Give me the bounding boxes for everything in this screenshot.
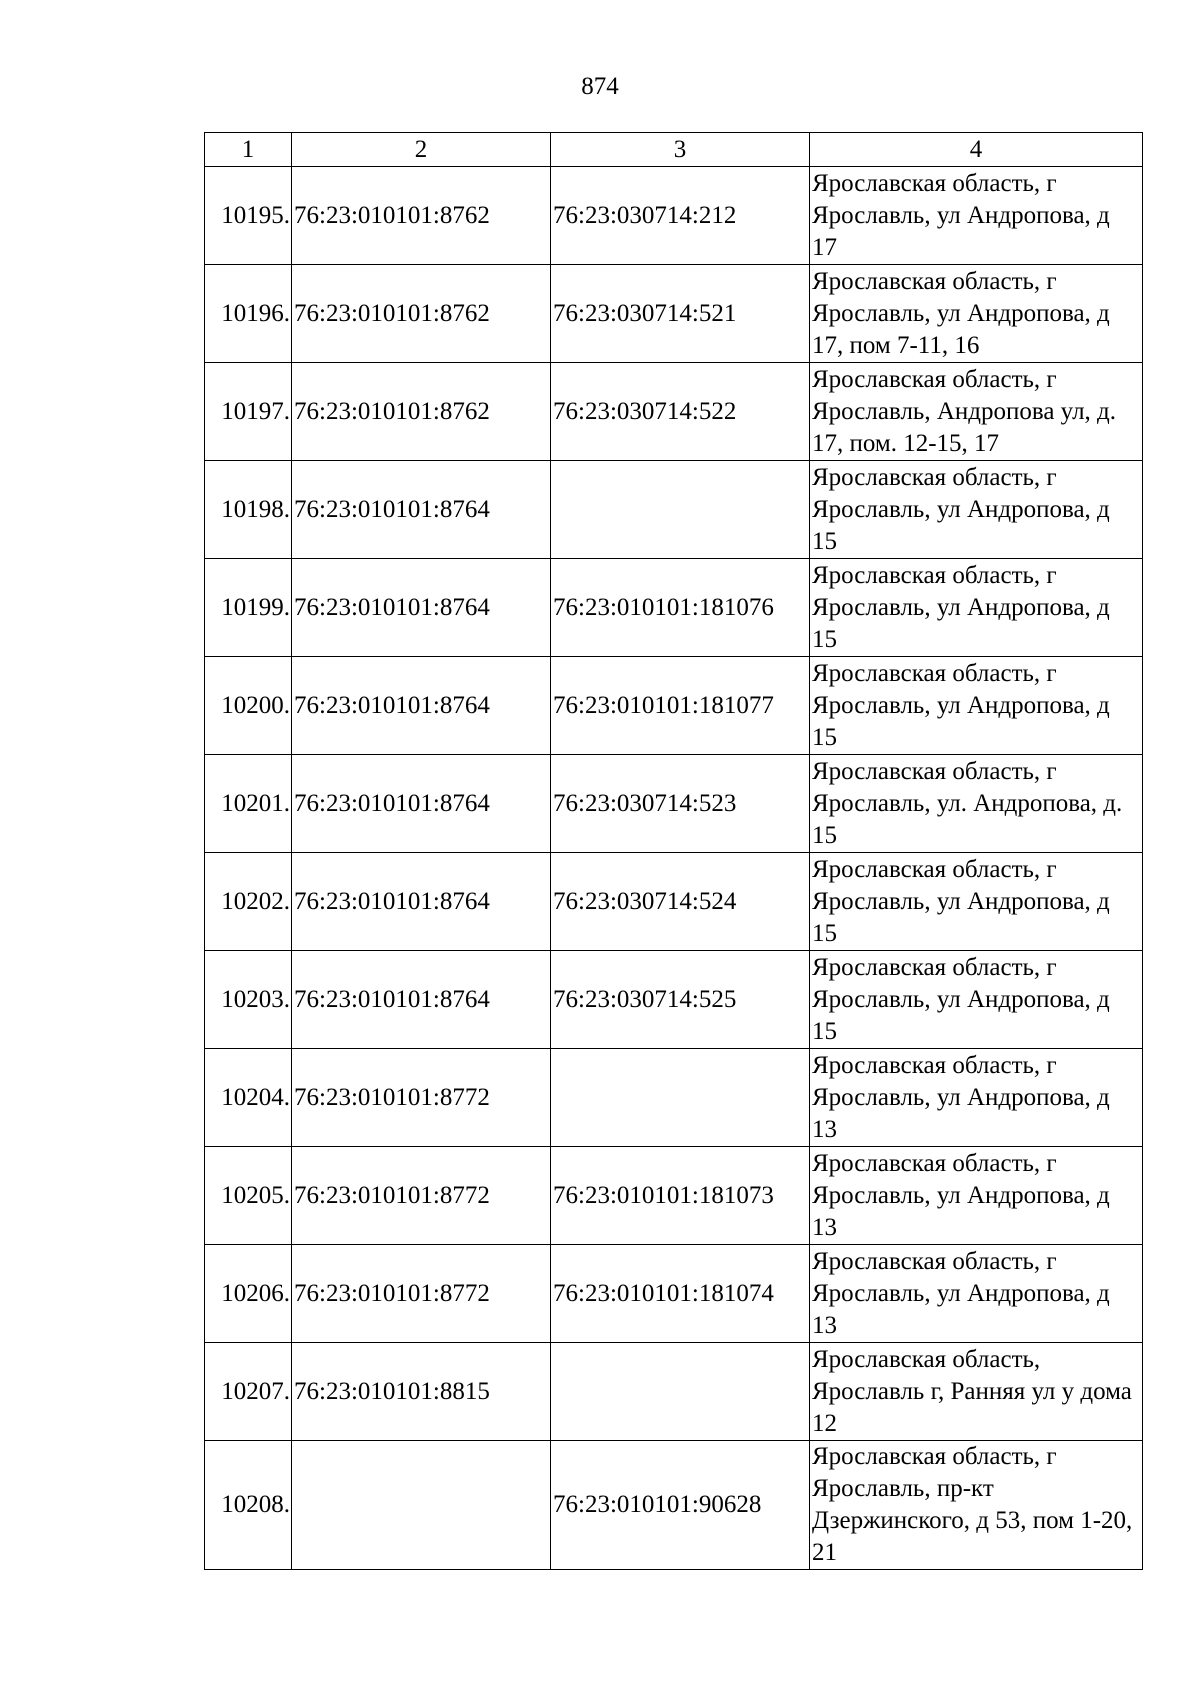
premises-cadastral-number [551,1343,810,1441]
building-cadastral-number: 76:23:010101:8764 [292,853,551,951]
building-cadastral-number: 76:23:010101:8764 [292,559,551,657]
address: Ярославская область, г Ярославль, ул Андропова, д 15 [810,853,1143,951]
address: Ярославская область, г Ярославль, ул. Андропова, д. 15 [810,755,1143,853]
row-number: 10205. [205,1147,292,1245]
address: Ярославская область, г Ярославль, ул Андропова, д 17 [810,167,1143,265]
row-number: 10207. [205,1343,292,1441]
table-row [205,363,1143,461]
table-row [205,265,1143,363]
building-cadastral-number: 76:23:010101:8772 [292,1049,551,1147]
address: Ярославская область, г Ярославль, ул Андропова, д 15 [810,559,1143,657]
address: Ярославская область, г Ярославль, ул Андропова, д 13 [810,1147,1143,1245]
row-number: 10196. [205,265,292,363]
premises-cadastral-number: 76:23:010101:181073 [551,1147,810,1245]
table-row [205,1049,1143,1147]
table-row [205,1441,1143,1570]
building-cadastral-number: 76:23:010101:8764 [292,461,551,559]
address: Ярославская область, г Ярославль, ул Андропова, д 15 [810,951,1143,1049]
table-row [205,951,1143,1049]
address: Ярославская область, г Ярославль, ул Андропова, д 17, пом 7-11, 16 [810,265,1143,363]
table-row [205,1343,1143,1441]
column-header-4: 4 [810,133,1143,167]
row-number: 10208. [205,1441,292,1570]
row-number: 10202. [205,853,292,951]
address: Ярославская область, г Ярославль, ул Андропова, д 13 [810,1049,1143,1147]
premises-cadastral-number: 76:23:010101:181074 [551,1245,810,1343]
building-cadastral-number [292,1441,551,1570]
building-cadastral-number: 76:23:010101:8764 [292,657,551,755]
row-number: 10198. [205,461,292,559]
premises-cadastral-number: 76:23:030714:525 [551,951,810,1049]
table-row [205,167,1143,265]
address: Ярославская область, г Ярославль, ул Андропова, д 13 [810,1245,1143,1343]
table-row [205,1147,1143,1245]
table-row [205,657,1143,755]
table-row [205,853,1143,951]
row-number: 10200. [205,657,292,755]
premises-cadastral-number: 76:23:010101:90628 [551,1441,810,1570]
premises-cadastral-number: 76:23:010101:181076 [551,559,810,657]
building-cadastral-number: 76:23:010101:8764 [292,755,551,853]
building-cadastral-number: 76:23:010101:8772 [292,1147,551,1245]
table-row [205,1245,1143,1343]
address: Ярославская область, г Ярославль, ул Андропова, д 15 [810,461,1143,559]
premises-cadastral-number [551,1049,810,1147]
premises-cadastral-number: 76:23:030714:523 [551,755,810,853]
building-cadastral-number: 76:23:010101:8815 [292,1343,551,1441]
building-cadastral-number: 76:23:010101:8772 [292,1245,551,1343]
premises-cadastral-number: 76:23:010101:181077 [551,657,810,755]
row-number: 10204. [205,1049,292,1147]
table-row [205,461,1143,559]
building-cadastral-number: 76:23:010101:8762 [292,265,551,363]
address: Ярославская область, Ярославль г, Ранняя ул у дома 12 [810,1343,1143,1441]
premises-cadastral-number: 76:23:030714:521 [551,265,810,363]
building-cadastral-number: 76:23:010101:8762 [292,363,551,461]
row-number: 10199. [205,559,292,657]
registry-table [204,132,1143,1570]
building-cadastral-number: 76:23:010101:8762 [292,167,551,265]
row-number: 10206. [205,1245,292,1343]
table-header-row [205,133,1143,167]
row-number: 10197. [205,363,292,461]
column-header-1: 1 [205,133,292,167]
column-header-3: 3 [551,133,810,167]
premises-cadastral-number [551,461,810,559]
building-cadastral-number: 76:23:010101:8764 [292,951,551,1049]
row-number: 10203. [205,951,292,1049]
address: Ярославская область, г Ярославль, Андропова ул, д. 17, пом. 12-15, 17 [810,363,1143,461]
table-row [205,559,1143,657]
premises-cadastral-number: 76:23:030714:212 [551,167,810,265]
row-number: 10201. [205,755,292,853]
premises-cadastral-number: 76:23:030714:524 [551,853,810,951]
page-number: 874 [581,73,619,100]
address: Ярославская область, г Ярославль, ул Андропова, д 15 [810,657,1143,755]
address: Ярославская область, г Ярославль, пр-кт Дзержинского, д 53, пом 1-20, 21 [810,1441,1143,1570]
row-number: 10195. [205,167,292,265]
column-header-2: 2 [292,133,551,167]
table-row [205,755,1143,853]
premises-cadastral-number: 76:23:030714:522 [551,363,810,461]
